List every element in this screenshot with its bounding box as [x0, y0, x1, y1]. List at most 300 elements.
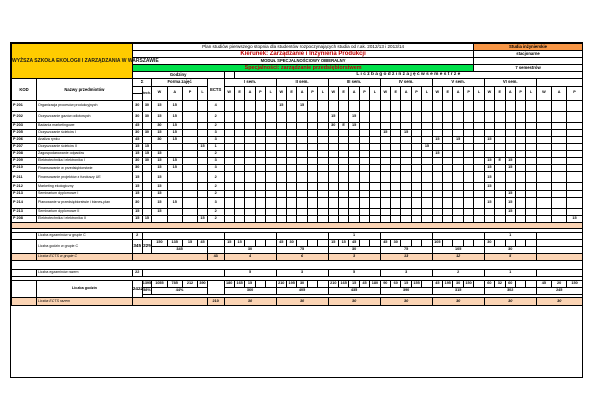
sem-hours: [297, 183, 307, 190]
subject-code: P 205: [12, 129, 37, 136]
vii-hours: [567, 190, 582, 197]
sem-hours: [349, 158, 359, 165]
sem-hours: [484, 129, 494, 136]
sem-hours: [515, 158, 525, 165]
sem-hours: [349, 129, 359, 136]
ects-c-sem: 12: [432, 254, 484, 261]
sem-hours: [495, 183, 505, 190]
sem-hours: [391, 190, 401, 197]
sem-hours: [328, 172, 338, 183]
sem-hours: [463, 111, 473, 122]
sem-letter: A: [453, 86, 463, 100]
sem-hours: [526, 215, 536, 222]
subject-sum: 45: [132, 136, 142, 143]
hours-total-sem: 165: [234, 281, 244, 288]
hours-c-sem: 105: [432, 239, 442, 246]
cell: [132, 93, 142, 100]
sem-hours: [307, 122, 317, 129]
cell: [536, 270, 582, 277]
sem-hours: [391, 100, 401, 111]
sem-hours: [370, 208, 380, 215]
hours-c-sem: 15: [338, 239, 348, 246]
sem-hours: [245, 144, 255, 151]
sem-hours: [297, 111, 307, 122]
hours-c-sem: [401, 239, 411, 246]
sem-hours: [380, 215, 390, 222]
sem-hours: 15: [297, 100, 307, 111]
subject-l: [198, 136, 208, 143]
hours-c-forms-total: 345: [152, 246, 208, 253]
ects-header: ECTS: [207, 79, 224, 100]
sem-hours: [495, 122, 505, 129]
sem-hours: [307, 144, 317, 151]
sem-hours: [359, 197, 369, 208]
sem-letter: E: [391, 86, 401, 100]
sem-hours: [515, 183, 525, 190]
sem-hours: [338, 144, 348, 151]
sem-hours: [484, 208, 494, 215]
subject-p: [182, 144, 197, 151]
sem-hours: [318, 129, 328, 136]
sem-hours: [307, 208, 317, 215]
sem-hours: [411, 151, 421, 158]
sem-hours: 15: [484, 172, 494, 183]
sem-letter: A: [401, 86, 411, 100]
subject-sum: 15: [132, 208, 142, 215]
subject-name: Analiza rynku: [37, 136, 133, 143]
sem-hours: [380, 100, 390, 111]
sem-hours: [391, 158, 401, 165]
sem-hours: [266, 111, 276, 122]
sem-hours: [266, 136, 276, 143]
sem-hours: [505, 100, 515, 111]
sem-hours: [266, 144, 276, 151]
sem-hours: [474, 136, 484, 143]
subject-w: 30: [152, 136, 167, 143]
hours-total-form: 1055: [152, 281, 167, 288]
sem-hours: [526, 165, 536, 172]
hours-total-sem-sum: 405: [276, 288, 328, 295]
sem-letter: A: [505, 86, 515, 100]
sem-hours: [286, 208, 296, 215]
form-w-header: W: [152, 86, 167, 100]
sem-hours: [286, 183, 296, 190]
sem-hours: [266, 183, 276, 190]
sem-hours: [411, 111, 421, 122]
sem-hours: [443, 197, 453, 208]
hours-total-sem-sum: 302: [484, 288, 536, 295]
subject-w: [152, 215, 167, 222]
sem-hours: [526, 158, 536, 165]
code-header: KOD: [12, 79, 37, 100]
semester-header: II sem.: [276, 79, 328, 86]
sem-hours: [297, 215, 307, 222]
sem-hours: [391, 215, 401, 222]
subject-a: 15: [167, 197, 182, 208]
hours-total-sem: 15: [401, 281, 411, 288]
sem-hours: [411, 215, 421, 222]
hours-c-label: Liczba godzin w grupie C: [37, 239, 133, 253]
sem-hours: [432, 144, 442, 151]
sem-hours: [359, 158, 369, 165]
sem-hours: [286, 129, 296, 136]
sem-hours: [328, 144, 338, 151]
subject-tech: [142, 136, 152, 143]
subject-name: Organizacja procesów produkcyjnych: [37, 100, 133, 111]
sem-hours: [266, 151, 276, 158]
sem-letter: P: [359, 86, 369, 100]
subject-code: P 214: [12, 197, 37, 208]
sem-hours: [255, 111, 265, 122]
hours-c-sem: [359, 239, 369, 246]
cell: [552, 111, 567, 122]
sem-hours: [318, 136, 328, 143]
sem-hours: [349, 215, 359, 222]
subject-l: [198, 111, 208, 122]
sem-hours: [297, 122, 307, 129]
sem-hours: [338, 151, 348, 158]
exams-c-sem: 1: [328, 232, 380, 239]
sem-hours: [515, 100, 525, 111]
subject-tech: 15: [142, 151, 152, 158]
sem-hours: 15: [505, 208, 515, 215]
sem-hours: [401, 215, 411, 222]
semester-count: 7 semestrów: [474, 65, 582, 72]
vii-hours: [567, 158, 582, 165]
sem-hours: [380, 111, 390, 122]
subject-w: 15: [152, 172, 167, 183]
sem-hours: [338, 111, 348, 122]
sem-hours: [463, 208, 473, 215]
hours-total-sem: 60: [484, 281, 494, 288]
hours-total-sem: 45: [432, 281, 442, 288]
subject-l: [198, 172, 208, 183]
sem-hours: [276, 129, 286, 136]
sem-hours: [370, 100, 380, 111]
sem-hours: [338, 197, 348, 208]
sem-hours: [276, 111, 286, 122]
hours-c-sem-total: 30: [484, 246, 536, 253]
subject-l: [198, 165, 208, 172]
hours-c-sem: [505, 239, 515, 246]
subject-code: P 210: [12, 165, 37, 172]
sem-hours: [349, 100, 359, 111]
plan-title: Plan studiów pierwszego stopnia dla studentów rozpoczynających studia od r.ak. 2012/13 i 2013/14: [132, 44, 473, 51]
sem-hours: [411, 122, 421, 129]
sem-hours: [443, 158, 453, 165]
sem-hours: [432, 165, 442, 172]
sem-hours: [401, 100, 411, 111]
sem-letter: E: [338, 86, 348, 100]
sem-hours: [401, 172, 411, 183]
cell: [536, 172, 551, 183]
subject-l: [198, 122, 208, 129]
subject-ects: 1: [207, 144, 224, 151]
subject-name: Zagospodarowanie odpadów: [37, 151, 133, 158]
sem-hours: [255, 136, 265, 143]
sem-hours: [338, 215, 348, 222]
vii-hours: [567, 151, 582, 158]
sem-hours: [505, 151, 515, 158]
subject-sum: 30: [132, 100, 142, 111]
sem-hours: E: [338, 122, 348, 129]
sem-hours: [443, 151, 453, 158]
subject-p: [182, 136, 197, 143]
study-mode: stacjonarne: [474, 51, 582, 58]
sem-hours: [505, 136, 515, 143]
subject-name: Elektrotechnika i elektronika II: [37, 215, 133, 222]
sem-hours: [370, 190, 380, 197]
sem-hours: [297, 144, 307, 151]
ects-c-sem: 13: [380, 254, 432, 261]
hours-c-sem: 45: [276, 239, 286, 246]
sem-hours: [515, 190, 525, 197]
sem-letter: E: [234, 86, 244, 100]
sem-hours: 15: [505, 197, 515, 208]
subject-sum: 30: [132, 158, 142, 165]
study-type: Studia inżynierskie: [474, 44, 582, 51]
sem-hours: [318, 158, 328, 165]
hours-total-sem: 90: [380, 281, 390, 288]
sem-hours: [245, 122, 255, 129]
subject-l: [198, 129, 208, 136]
vii-hours: [567, 111, 582, 122]
sem-hours: [453, 122, 463, 129]
subject-w: 15: [152, 197, 167, 208]
sem-hours: [359, 215, 369, 222]
hours-pct-tech: 58%: [142, 288, 152, 295]
subject-name: Finansowanie w przedsiębiorstwie: [37, 165, 133, 172]
sem-letter: P: [463, 86, 473, 100]
sem-hours: [411, 183, 421, 190]
subject-sum: 30: [132, 197, 142, 208]
sem-hours: [318, 208, 328, 215]
semester-header: I sem.: [224, 79, 276, 86]
hours-total-vii: 150: [567, 281, 582, 288]
subject-w: 15: [152, 129, 167, 136]
hours-c-sem: 45: [349, 239, 359, 246]
sem-hours: [495, 172, 505, 183]
sem-hours: [515, 136, 525, 143]
ects-total-sem: 30: [380, 298, 432, 305]
cell: [552, 144, 567, 151]
sum-header: Σ: [132, 79, 151, 86]
sem-hours: [526, 172, 536, 183]
cell: [12, 261, 583, 270]
sem-hours: [255, 129, 265, 136]
subject-code: P 211: [12, 172, 37, 183]
subject-tech: [142, 197, 152, 208]
ects-total-sem: 30: [328, 298, 380, 305]
subject-code: P 201: [12, 100, 37, 111]
exams-c-sem: 1: [484, 232, 536, 239]
cell: [552, 100, 567, 111]
sem-hours: [495, 129, 505, 136]
sem-hours: [432, 183, 442, 190]
cell: [536, 197, 551, 208]
sem-hours: [266, 129, 276, 136]
hours-total-vii: 20: [552, 281, 567, 288]
hours-total-sem: 195: [286, 281, 296, 288]
sem-hours: 15: [401, 129, 411, 136]
subject-sum: 30: [132, 111, 142, 122]
hours-c-sem: 15: [328, 239, 338, 246]
hours-c-sem: 30: [484, 239, 494, 246]
sem-hours: [297, 197, 307, 208]
subject-sum: 15: [132, 190, 142, 197]
subject-code: P 202: [12, 111, 37, 122]
sem-hours: [411, 172, 421, 183]
sem-hours: [318, 190, 328, 197]
sem-hours: [391, 129, 401, 136]
sem-hours: [349, 151, 359, 158]
subject-tech: 30: [142, 158, 152, 165]
hours-total-sem: [474, 281, 484, 288]
sem-hours: [432, 208, 442, 215]
sem-hours: [234, 183, 244, 190]
sem-hours: [380, 197, 390, 208]
cell: [536, 136, 551, 143]
hours-c-tech: 225: [142, 239, 152, 253]
sem-hours: [286, 190, 296, 197]
sem-hours: [307, 172, 317, 183]
sem-letter: A: [349, 86, 359, 100]
vii-hours: [567, 136, 582, 143]
ects-c-sem: 4: [224, 254, 276, 261]
sem-letter: E: [495, 86, 505, 100]
vii-hours: [567, 197, 582, 208]
sem-hours: [495, 208, 505, 215]
sem-hours: [515, 172, 525, 183]
sem-hours: [359, 165, 369, 172]
cell: [536, 144, 551, 151]
subject-tech: 15: [142, 215, 152, 222]
exams-total-label: Liczba egzaminów razem: [37, 270, 133, 277]
sem-hours: [463, 190, 473, 197]
sem-hours: [318, 151, 328, 158]
sem-hours: [370, 172, 380, 183]
subject-code: P 203: [12, 122, 37, 129]
subject-a: 15: [167, 129, 182, 136]
sem-hours: [307, 190, 317, 197]
cell: [536, 190, 551, 197]
sem-hours: [245, 208, 255, 215]
subject-p: [182, 208, 197, 215]
subject-ects: 3: [207, 197, 224, 208]
sem-hours: [526, 144, 536, 151]
sem-hours: [401, 208, 411, 215]
sem-hours: [391, 197, 401, 208]
hours-c-sem: [266, 239, 276, 246]
subject-name: Badania marketingowe: [37, 122, 133, 129]
sem-hours: [505, 183, 515, 190]
sem-hours: [224, 197, 234, 208]
exams-total-sem: 3: [276, 270, 328, 277]
sem-hours: [286, 122, 296, 129]
cell: [207, 246, 224, 253]
sem-hours: 15: [484, 165, 494, 172]
sem-hours: [370, 183, 380, 190]
sem-letter: P: [307, 86, 317, 100]
sem-hours: [359, 144, 369, 151]
cell: [12, 270, 37, 277]
hours-c-sem: 15: [224, 239, 234, 246]
sem-letter: E: [286, 86, 296, 100]
hours-total-sem: 180: [224, 281, 234, 288]
sem-hours: [432, 129, 442, 136]
cell: [142, 232, 224, 239]
subject-p: [182, 151, 197, 158]
sem-hours: [224, 100, 234, 111]
sem-hours: [234, 208, 244, 215]
vii-hours: 15: [567, 215, 582, 222]
study-plan-sheet: [10, 42, 583, 378]
sem-hours: [234, 136, 244, 143]
sem-hours: [224, 172, 234, 183]
sem-hours: [234, 215, 244, 222]
sem-hours: 30: [328, 122, 338, 129]
sem-hours: [495, 111, 505, 122]
hours-c-sem-total: 30: [224, 246, 276, 253]
sem-hours: [245, 136, 255, 143]
hours-c-sem: [307, 239, 317, 246]
hours-c-sem: [370, 239, 380, 246]
sem-hours: [359, 100, 369, 111]
sem-hours: [224, 129, 234, 136]
exams-c-sem: [276, 232, 328, 239]
cell: [536, 232, 582, 239]
sem-hours: [349, 183, 359, 190]
subject-a: [167, 172, 182, 183]
sem-hours: [338, 183, 348, 190]
sem-hours: [276, 151, 286, 158]
subject-w: 15: [152, 190, 167, 197]
sem-hours: [224, 208, 234, 215]
hours-c-sem: 45: [380, 239, 390, 246]
sem-hours: [505, 129, 515, 136]
cell: [536, 254, 582, 261]
sem-hours: [422, 111, 432, 122]
sem-hours: [266, 100, 276, 111]
subject-p: [182, 158, 197, 165]
sem-hours: [495, 136, 505, 143]
sem-hours: [328, 190, 338, 197]
sem-hours: [474, 165, 484, 172]
sem-hours: [370, 129, 380, 136]
subject-tech: 30: [142, 100, 152, 111]
subject-tech: [142, 172, 152, 183]
sem-hours: [411, 165, 421, 172]
sem-letter: W: [276, 86, 286, 100]
cell: [536, 239, 582, 246]
subject-code: P 212: [12, 183, 37, 190]
sem-hours: [401, 165, 411, 172]
subject-name: Elektrotechnika i elektronika I: [37, 158, 133, 165]
sem-hours: [234, 111, 244, 122]
sem-hours: 15: [349, 122, 359, 129]
sem-hours: [318, 183, 328, 190]
hours-c-sem: [245, 239, 255, 246]
hours-header: Godziny: [132, 72, 224, 79]
cell: [536, 122, 551, 129]
sem-hours: [526, 208, 536, 215]
subject-a: 15: [167, 122, 182, 129]
hours-total-form: 390: [198, 281, 208, 288]
sem-hours: [224, 122, 234, 129]
sem-hours: [463, 215, 473, 222]
sem-hours: [495, 144, 505, 151]
sem-hours: [286, 165, 296, 172]
